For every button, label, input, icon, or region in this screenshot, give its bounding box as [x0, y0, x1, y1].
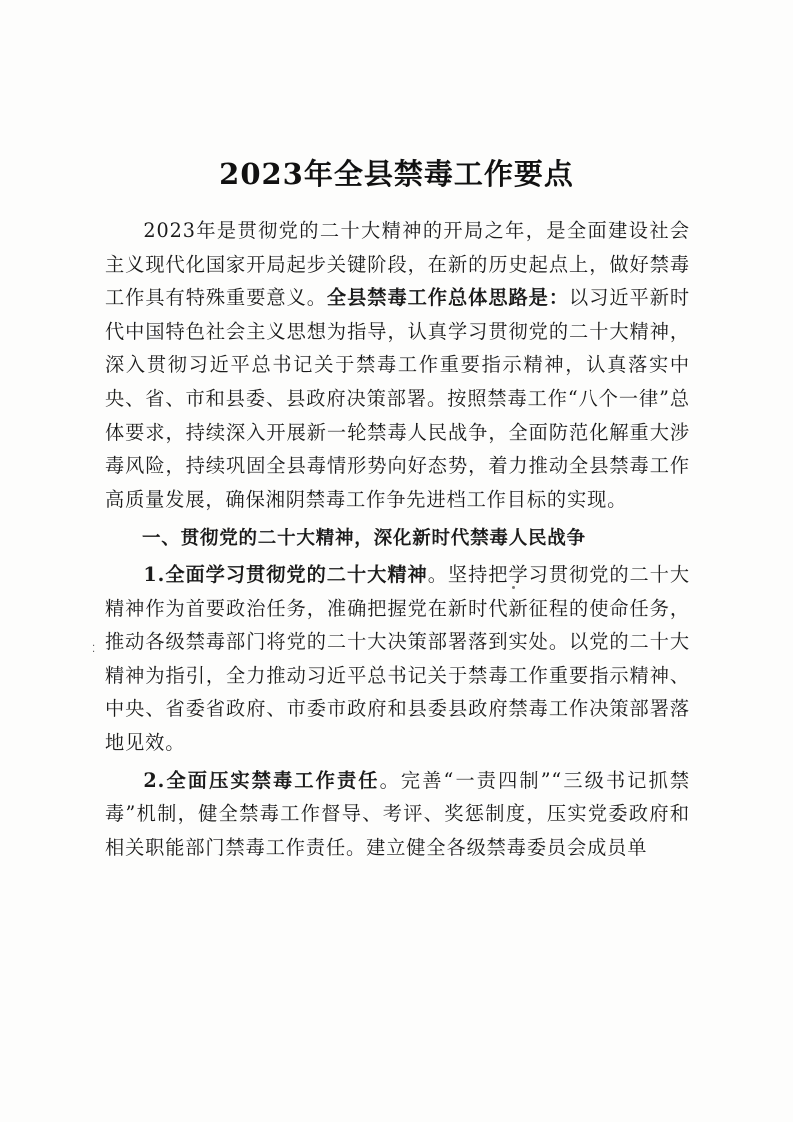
scan-artifact-mark: ⁚	[92, 644, 96, 655]
section-1-heading: 一、贯彻党的二十大精神，深化新时代禁毒人民战争	[142, 528, 586, 550]
scan-speck	[512, 586, 515, 589]
intro-bold: 全县禁毒工作总体思路是：	[326, 286, 570, 310]
document-title: 2023年全县禁毒工作要点	[219, 157, 574, 191]
document-body	[105, 214, 690, 864]
item-2-paragraph	[105, 764, 690, 865]
item-2-bold: 2.全面压实禁毒工作责任	[143, 768, 380, 792]
intro-rest: 以习近平新时代中国特色社会主义思想为指导，认真学习贯彻党的二十大精神，深入贯彻习近平总书记关于禁毒工作重要指示精神，认真落实中央、省、市和县委、县政府决策部署。按照禁毒工作“八个一律”总体要求，持续深入开展新一轮禁毒人民战争，全面防范化解重大涉毒风险，持续巩固全县毒情形势向好态势，着力推动全县禁毒工作高质量发展，确保湘阴禁毒工作争先进档工作目标的实现。	[105, 286, 690, 511]
item-1-bold: 1.全面学习贯彻党的二十大精神	[143, 562, 428, 586]
intro-lead: 2023年是贯彻党的二十大精神的开局之年，是全面建设社会主义现代化国家开局起步关键阶段，在新的历史起点上，做好禁毒工作具有特殊重要意义。	[105, 219, 690, 310]
item-2-rest: 。完善“一责四制”“三级书记抓禁毒”机制，健全禁毒工作督导、考评、奖惩制度，压实党委政府和相关职能部门禁毒工作责任。建立健全各级禁毒委员会成员单	[105, 768, 690, 859]
intro-paragraph	[105, 214, 690, 516]
item-1-paragraph	[105, 558, 690, 760]
item-1-rest: 。坚持把学习贯彻党的二十大精神作为首要政治任务，准确把握党在新时代新征程的使命任务，推动各级禁毒部门将党的二十大决策部署落到实处。以党的二十大精神为指引，全力推动习近平总书记关于禁毒工作重要指示精神、中央、省委省政府、市委市政府和县委县政府禁毒工作决策部署落地见效。	[105, 562, 691, 754]
